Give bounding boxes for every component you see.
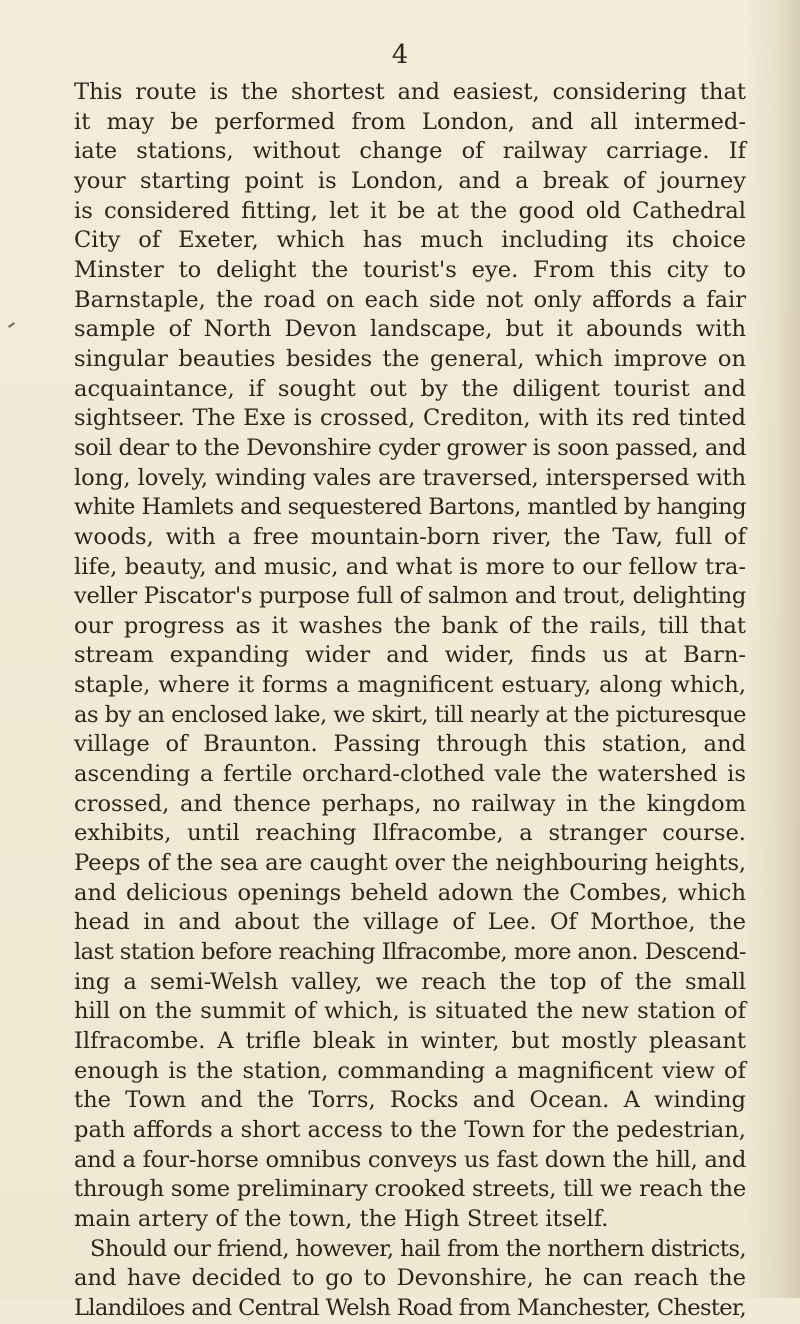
text-line: your starting point is London, and a break of journey bbox=[74, 167, 746, 194]
text-line: through some preliminary crooked streets, till we reach the bbox=[74, 1176, 746, 1203]
text-line: is considered fitting, let it be at the good old Cathedral bbox=[74, 197, 746, 224]
text-line: white Hamlets and sequestered Bartons, mantled by hanging bbox=[74, 494, 746, 521]
text-line: This route is the shortest and easiest, considering that bbox=[74, 79, 746, 105]
text-line: the Town and the Torrs, Rocks and Ocean. A winding bbox=[74, 1087, 746, 1114]
text-line: iate stations, without change of railway carriage. If bbox=[74, 138, 746, 165]
text-line: head in and about the village of Lee. Of Morthoe, the bbox=[74, 909, 746, 936]
text-line: hill on the summit of which, is situated the new station of bbox=[74, 998, 746, 1025]
text-line: long, lovely, winding vales are traversed, interspersed with bbox=[74, 464, 746, 491]
text-line: soil dear to the Devonshire cyder grower is soon passed, and bbox=[74, 434, 746, 461]
text-line: ing a semi-Welsh valley, we reach the top of the small bbox=[74, 968, 746, 995]
page-number: 4 bbox=[391, 40, 409, 70]
text-line: exhibits, until reaching Ilfracombe, a stranger course. bbox=[74, 820, 746, 847]
text-line: staple, where it forms a magnificent estuary, along which, bbox=[74, 672, 746, 699]
text-line: stream expanding wider and wider, finds us at Barn- bbox=[74, 642, 746, 669]
text-line: Should our friend, however, hail from the northern districts, bbox=[90, 1235, 747, 1262]
text-line: crossed, and thence perhaps, no railway in the kingdom bbox=[74, 790, 746, 817]
text-line: last station before reaching Ilfracombe, more anon. Descend- bbox=[74, 939, 746, 966]
text-line: Peeps of the sea are caught over the neighbouring heights, bbox=[74, 850, 746, 877]
text-line: and delicious openings beheld adown the Combes, which bbox=[74, 879, 746, 906]
text-line: and a four-horse omnibus conveys us fast down the hill, and bbox=[74, 1146, 746, 1173]
text-line: singular beauties besides the general, which improve on bbox=[74, 345, 746, 372]
text-line: path affords a short access to the Town for the pedestrian, bbox=[74, 1116, 746, 1143]
text-line: main artery of the town, the High Street itself. bbox=[74, 1205, 609, 1232]
text-line: woods, with a free mountain-born river, the Taw, full of bbox=[74, 523, 746, 550]
text-line: ascending a fertile orchard-clothed vale the watershed is bbox=[74, 761, 746, 788]
body-text bbox=[74, 78, 746, 1324]
text-line: Ilfracombe. A trifle bleak in winter, but mostly pleasant bbox=[74, 1028, 746, 1054]
margin-mark bbox=[8, 322, 15, 328]
text-line: and have decided to go to Devonshire, he can reach the bbox=[74, 1265, 746, 1292]
text-line: our progress as it washes the bank of the rails, till that bbox=[74, 612, 746, 639]
text-line: veller Piscator's purpose full of salmon and trout, delighting bbox=[74, 583, 746, 610]
text-line: Llandiloes and Central Welsh Road from Manchester, Chester, bbox=[74, 1294, 746, 1321]
text-line: as by an enclosed lake, we skirt, till nearly at the picturesque bbox=[74, 701, 746, 728]
text-line: it may be performed from London, and all intermed- bbox=[74, 108, 746, 135]
text-line: acquaintance, if sought out by the diligent tourist and bbox=[74, 375, 746, 402]
text-line: enough is the station, commanding a magnificent view of bbox=[74, 1057, 746, 1084]
text-line: City of Exeter, which has much including its choice bbox=[74, 227, 746, 254]
text-line: sample of North Devon landscape, but it abounds with bbox=[74, 316, 746, 343]
text-line: sightseer. The Exe is crossed, Crediton, with its red tinted bbox=[74, 405, 746, 432]
text-line: village of Braunton. Passing through this station, and bbox=[74, 731, 746, 758]
text-line: Minster to delight the tourist's eye. From this city to bbox=[74, 256, 746, 283]
text-line: life, beauty, and music, and what is more to our fellow tra- bbox=[74, 553, 746, 580]
text-line: Barnstaple, the road on each side not only affords a fair bbox=[74, 286, 746, 313]
